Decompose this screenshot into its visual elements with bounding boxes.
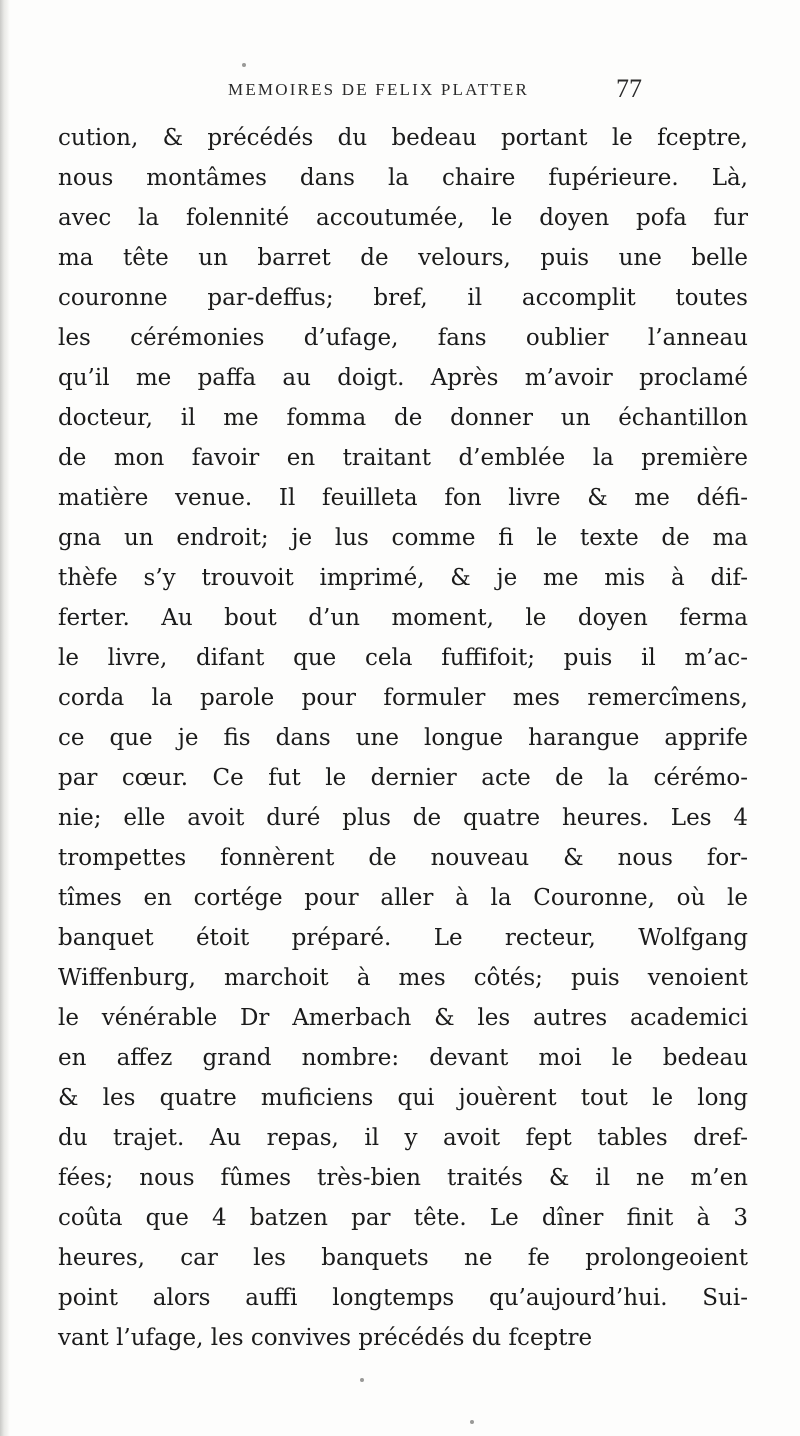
text-line: couronne par-deffus; bref, il accomplit toutes — [58, 285, 748, 311]
running-title: MEMOIRES DE FELIX PLATTER — [228, 80, 530, 99]
text-line: par cœur. Ce fut le dernier acte de la cérémo- — [58, 765, 748, 791]
page-number: 77 — [616, 74, 642, 103]
text-line: Wiffenburg, marchoit à mes côtés; puis venoient — [58, 965, 748, 991]
text-line: ma tête un barret de velours, puis une belle — [58, 245, 748, 271]
text-line: docteur, il me fomma de donner un échantillon — [58, 405, 748, 431]
running-header — [0, 74, 800, 104]
text-line: vant l’ufage, les convives précédés du fceptre — [58, 1325, 593, 1351]
text-line: qu’il me paffa au doigt. Après m’avoir proclamé — [58, 365, 748, 391]
text-line: cution, & précédés du bedeau portant le fceptre, — [58, 125, 748, 151]
page-gutter-shadow — [0, 0, 10, 1436]
paper-speck — [470, 1420, 474, 1424]
text-line: banquet étoit préparé. Le recteur, Wolfgang — [58, 925, 748, 951]
text-line: matière venue. Il feuilleta fon livre & me défi- — [58, 485, 748, 511]
text-line: nie; elle avoit duré plus de quatre heures. Les 4 — [58, 805, 748, 831]
text-line: le livre, difant que cela fuffifoit; puis il m’ac- — [58, 645, 748, 671]
text-line: ferter. Au bout d’un moment, le doyen ferma — [58, 605, 748, 631]
text-line: heures, car les banquets ne fe prolongeoient — [58, 1245, 748, 1271]
text-line: fées; nous fûmes très-bien traités & il ne m’en — [58, 1165, 748, 1191]
text-line: le vénérable Dr Amerbach & les autres academici — [58, 1005, 748, 1031]
text-line: de mon favoir en traitant d’emblée la première — [58, 445, 748, 471]
body-text — [58, 118, 748, 1358]
text-line: du trajet. Au repas, il y avoit fept tables dref- — [58, 1125, 748, 1151]
text-line: ce que je fis dans une longue harangue apprife — [58, 725, 748, 751]
paper-speck — [360, 1378, 364, 1382]
text-line: thèfe s’y trouvoit imprimé, & je me mis à dif- — [58, 565, 748, 591]
text-line: avec la folennité accoutumée, le doyen pofa fur — [58, 205, 748, 231]
text-line: tîmes en cortége pour aller à la Couronne, où le — [58, 885, 748, 911]
text-line: trompettes fonnèrent de nouveau & nous for- — [58, 845, 748, 871]
text-line: coûta que 4 batzen par tête. Le dîner finit à 3 — [58, 1205, 748, 1231]
text-line: & les quatre muficiens qui jouèrent tout le long — [58, 1085, 748, 1111]
text-line: les cérémonies d’ufage, fans oublier l’anneau — [58, 325, 748, 351]
paper-speck — [242, 63, 246, 67]
text-line: nous montâmes dans la chaire fupérieure. Là, — [58, 165, 748, 191]
text-line: en affez grand nombre: devant moi le bedeau — [58, 1045, 748, 1071]
text-line: corda la parole pour formuler mes remercîmens, — [58, 685, 748, 711]
text-line: point alors auffi longtemps qu’aujourd’hui. Sui- — [58, 1285, 748, 1311]
text-line: gna un endroit; je lus comme fi le texte de ma — [58, 525, 748, 551]
